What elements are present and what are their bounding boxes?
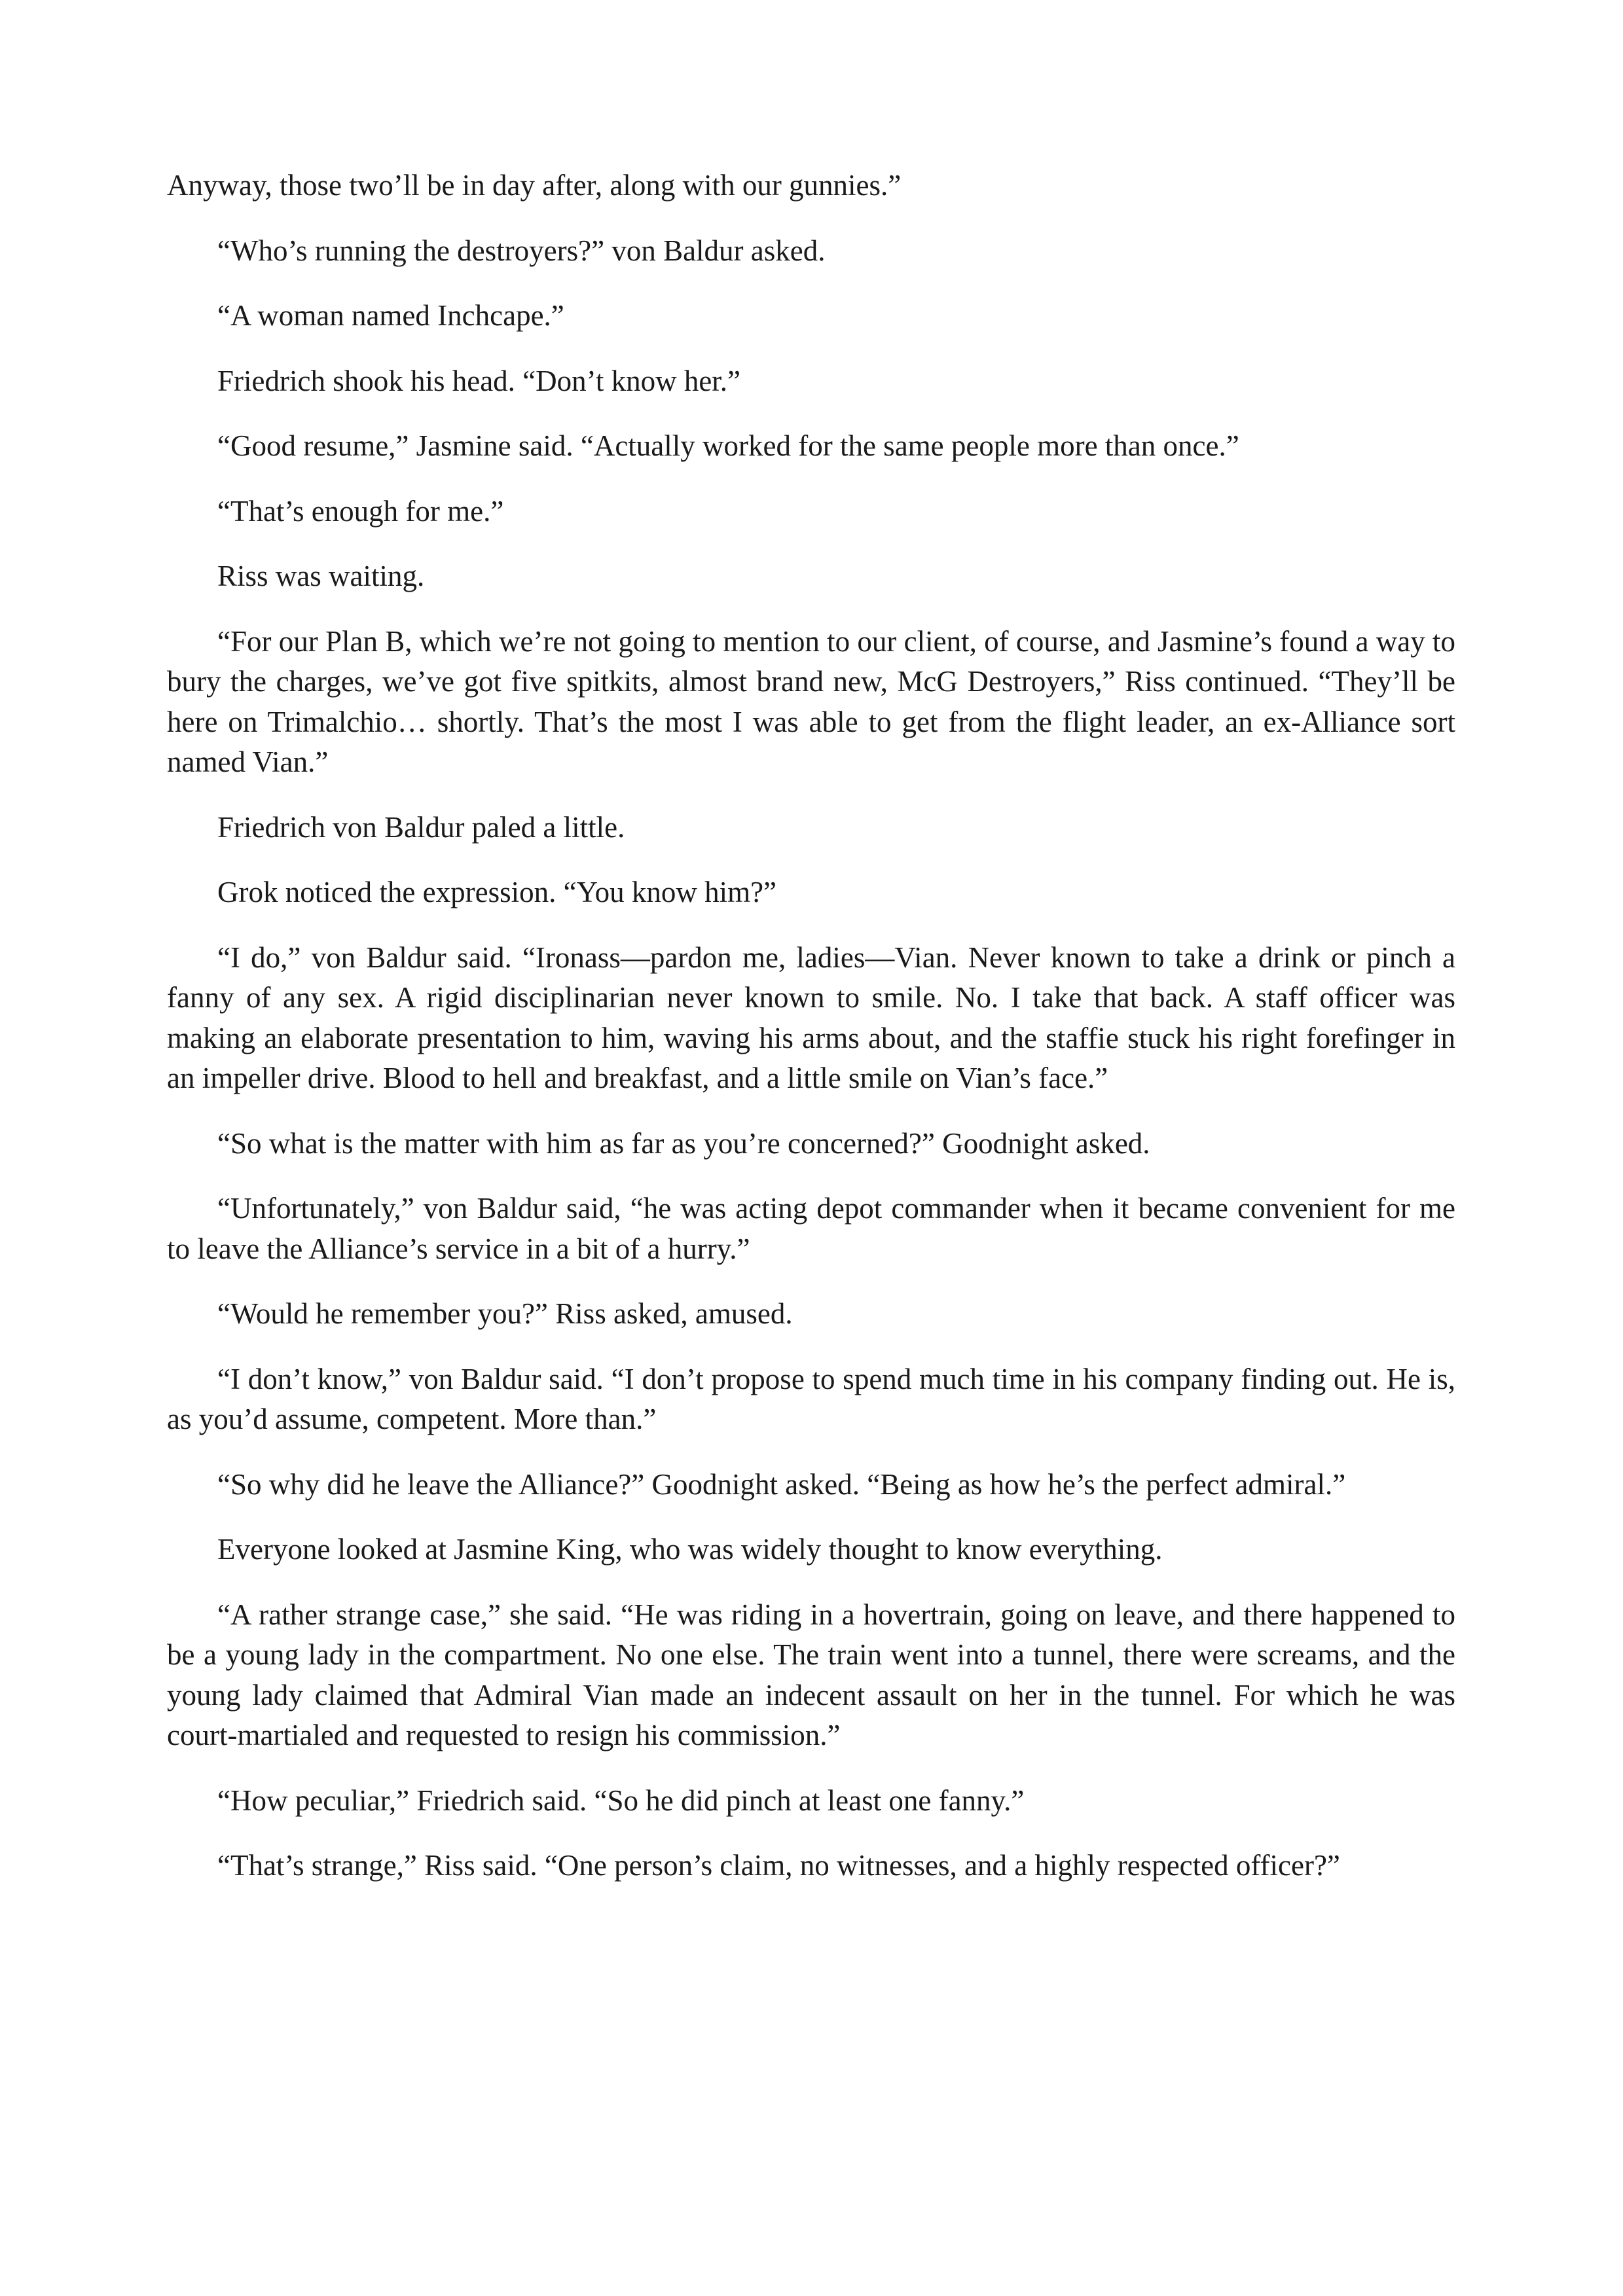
- paragraph: Everyone looked at Jasmine King, who was widely thought to know everything.: [217, 1533, 1163, 1566]
- paragraph: “Good resume,” Jasmine said. “Actually worked for the same people more than once.”: [217, 429, 1239, 462]
- paragraph: “For our Plan B, which we’re not going to mention to our client, of course, and Jasmine’s found a way to bury the charges, we’ve got five spitkits, almost brand new, McG Destroyers,” Riss continued. “They’ll be here on Trimalchio… shortly. That’s the most I was able to get from the flight leader, an ex-Alliance sort named Vian.”: [167, 624, 1455, 778]
- paragraph-continuation: Anyway, those two’ll be in day after, along with our gunnies.”: [167, 169, 902, 202]
- paragraph: “Who’s running the destroyers?” von Baldur asked.: [217, 234, 826, 267]
- paragraph: “Unfortunately,” von Baldur said, “he was acting depot commander when it became convenient for me to leave the Alliance’s service in a bit of a hurry.”: [167, 1192, 1455, 1265]
- paragraph: “How peculiar,” Friedrich said. “So he did pinch at least one fanny.”: [217, 1784, 1025, 1817]
- paragraph: Friedrich von Baldur paled a little.: [217, 810, 625, 844]
- paragraph: “Would he remember you?” Riss asked, amused.: [217, 1297, 793, 1330]
- paragraph: Grok noticed the expression. “You know him?”: [217, 876, 777, 908]
- paragraph: Friedrich shook his head. “Don’t know her.”: [217, 364, 741, 397]
- paragraph: “I don’t know,” von Baldur said. “I don’t propose to spend much time in his company finding out. He is, as you’d assume, competent. More than.”: [167, 1362, 1455, 1435]
- paragraph: “So what is the matter with him as far as you’re concerned?” Goodnight asked.: [217, 1126, 1150, 1160]
- paragraph: “So why did he leave the Alliance?” Goodnight asked. “Being as how he’s the perfect admiral.”: [217, 1467, 1346, 1501]
- paragraph: Riss was waiting.: [217, 560, 425, 592]
- paragraph: “That’s strange,” Riss said. “One person’s claim, no witnesses, and a highly respected officer?”: [217, 1849, 1340, 1882]
- paragraph: “A rather strange case,” she said. “He was riding in a hovertrain, going on leave, and there happened to be a young lady in the compartment. No one else. The train went into a tunnel, there were screams, and the young lady claimed that Admiral Vian made an indecent assault on her in the tunnel. For which he was court-martialed and requested to resign his commission.”: [167, 1598, 1455, 1751]
- paragraph: “That’s enough for me.”: [217, 494, 504, 528]
- paragraph: “I do,” von Baldur said. “Ironass—pardon me, ladies—Vian. Never known to take a drink or pinch a fanny of any sex. A rigid disciplinarian never known to smile. No. I take that back. A staff officer was making an elaborate presentation to him, waving his arms about, and the staffie stuck his right forefinger in an impeller drive. Blood to hell and breakfast, and a little smile on Vian’s face.”: [167, 941, 1455, 1094]
- paragraph: “A woman named Inchcape.”: [217, 299, 564, 332]
- document-page: [167, 166, 1455, 1911]
